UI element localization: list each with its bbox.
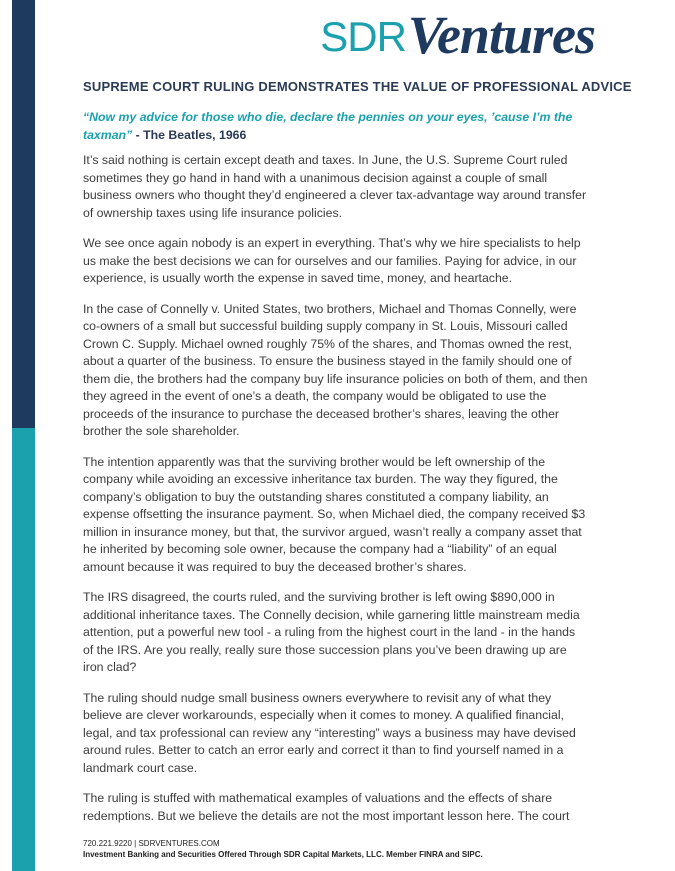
body-paragraph: The ruling is stuffed with mathematical examples of valuations and the effects of share redemptions. But we believe the details are not the most important lesson here. The court — [83, 791, 570, 823]
body-paragraph: The IRS disagreed, the courts ruled, and the surviving brother is left owing $890,000 in additional inheritance taxes. The Connelly decision, while garnering little mainstream media attention, put a powerful new tool - a ruling from the highest court in the land - in the hands of the IRS. Are you really, really sure those succession plans you’ve been drawing up are iron clad? — [83, 590, 580, 674]
logo-sdr-text: SDR — [320, 13, 406, 60]
page-footer — [83, 838, 483, 860]
sdr-ventures-logo — [320, 2, 595, 65]
body-paragraph: In the case of Connelly v. United States, two brothers, Michael and Thomas Connelly, were co-owners of a small but successful building supply company in St. Louis, Missouri called Crown C. Supply. Michael owned roughly 75% of the shares, and Thomas owned the rest, about a quarter of the business. To ensure the business stayed in the family should one of them die, the brothers had the company buy life insurance policies on both of them, and then they agreed in the event of one’s a death, the company would be obligated to use the proceeds of the insurance to purchase the deceased brother’s shares, leaving the other brother the sole shareholder. — [83, 301, 588, 438]
footer-disclaimer: Investment Banking and Securities Offered Through SDR Capital Markets, LLC. Member FINRA and SIPC. — [83, 850, 483, 859]
quote-attribution: - The Beatles, 1966 — [132, 127, 247, 142]
footer-contact: 720.221.9220 | SDRVENTURES.COM — [83, 839, 220, 848]
body-paragraph: The ruling should nudge small business owners everywhere to revisit any of what they believe are clever workarounds, especially when it comes to money. A qualified financial, legal, and tax professional can review any “interesting” ways a business may have devised around rules. Better to catch an error early and correct it than to find yourself named in a landmark court case. — [83, 690, 576, 775]
article-body — [83, 152, 588, 838]
sidebar-accent-navy — [12, 0, 35, 428]
body-paragraph: The intention apparently was that the surviving brother would be left ownership of the company while avoiding an excessive inheritance tax burden. The way they figured, the company’s obligation to buy the outstanding shares constituted a company liability, an expense offsetting the insurance payment. So, when Michael died, the company received $3 million in insurance money, but that, the survivor argued, wasn’t really a company asset that he inherited by becoming sole owner, because the company had a “liability” of an equal amount because it was required to buy the deceased brother’s shares. — [83, 454, 586, 574]
epigraph-quote — [83, 109, 578, 144]
body-paragraph: It’s said nothing is certain except death and taxes. In June, the U.S. Supreme Court ruled sometimes they go hand in hand with a unanimous decision against a couple of small business owners who thought they’d engineered a clever tax-advantage way around transfer of ownership taxes using life insurance policies. — [83, 153, 587, 220]
quote-text: “Now my advice for those who die, declare the pennies on your eyes, ’cause I’m the taxman” — [83, 110, 573, 142]
sidebar-accent-teal — [12, 428, 35, 871]
article-title: SUPREME COURT RULING DEMONSTRATES THE VALUE OF PROFESSIONAL ADVICE — [83, 79, 632, 94]
logo-ventures-text: Ventures — [407, 5, 595, 65]
body-paragraph: We see once again nobody is an expert in everything. That’s why we hire specialists to help us make the best decisions we can for ourselves and our families. Paying for advice, in our experience, is usually worth the expense in saved time, money, and heartache. — [83, 236, 581, 285]
